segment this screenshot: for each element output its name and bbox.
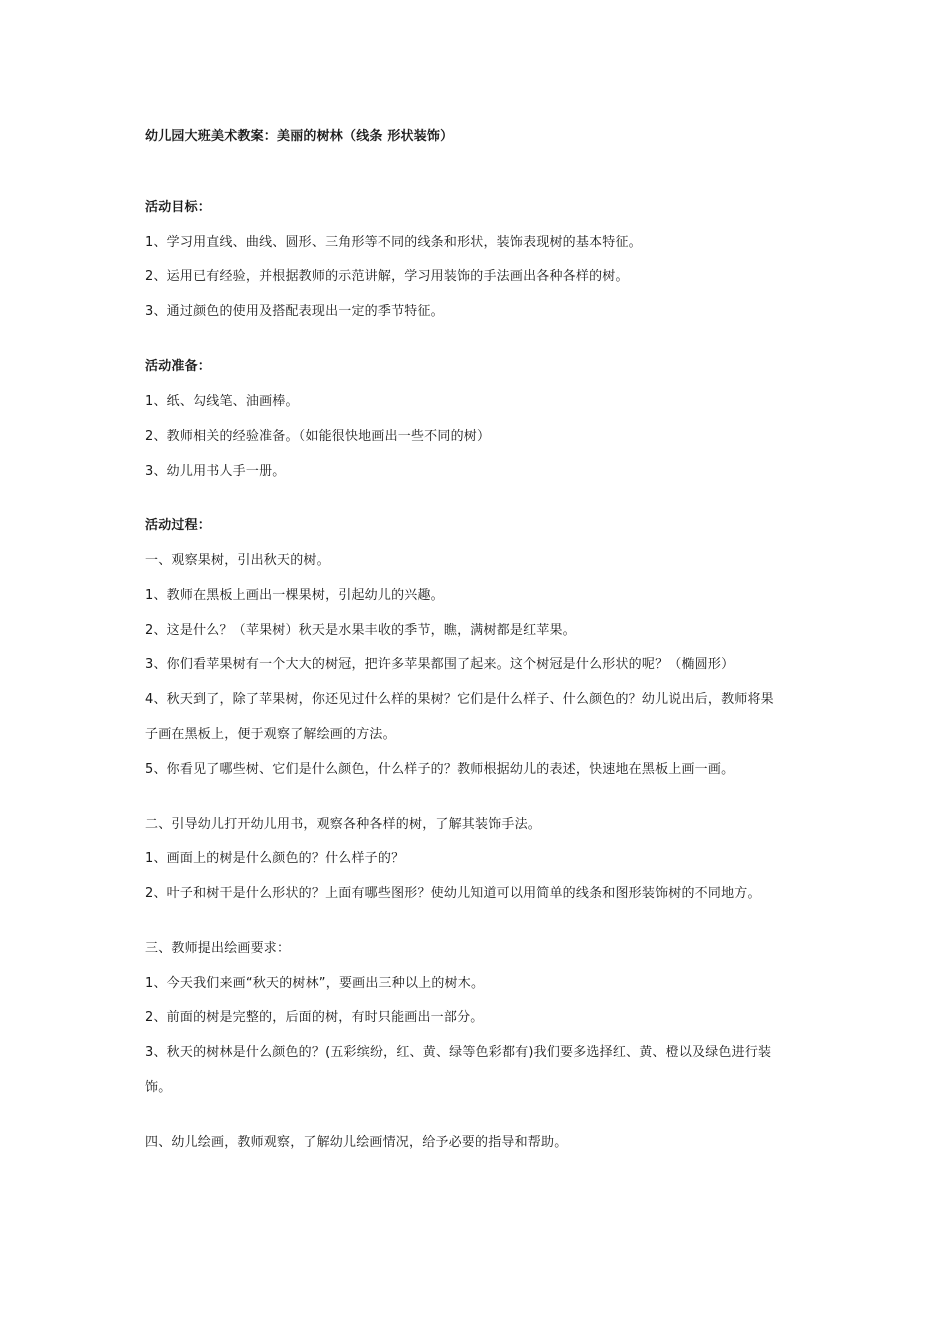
process-item: 3、秋天的树林是什么颜色的？(五彩缤纷，红、黄、绿等色彩都有)我们要多选择红、黄、橙以及绿色进行装	[145, 1045, 772, 1060]
section-heading-goals: 活动目标：	[145, 200, 212, 215]
process-item: 1、教师在黑板上画出一棵果树，引起幼儿的兴趣。	[145, 588, 444, 603]
process-item: 4、秋天到了，除了苹果树，你还见过什么样的果树？它们是什么样子、什么颜色的？幼儿说出后，教师将果	[145, 692, 774, 707]
section-heading-preparation: 活动准备：	[145, 359, 212, 374]
preparation-item: 3、幼儿用书人手一册。	[145, 464, 286, 479]
process-item: 2、前面的树是完整的，后面的树，有时只能画出一部分。	[145, 1010, 484, 1025]
process-item: 1、画面上的树是什么颜色的？什么样子的？	[145, 851, 405, 866]
process-item-continuation: 饰。	[145, 1080, 172, 1095]
process-item: 2、这是什么？（苹果树）秋天是水果丰收的季节，瞧，满树都是红苹果。	[145, 623, 576, 638]
process-item: 5、你看见了哪些树、它们是什么颜色，什么样子的？教师根据幼儿的表述，快速地在黑板上画一画。	[145, 762, 735, 777]
process-item: 2、叶子和树干是什么形状的？上面有哪些图形？使幼儿知道可以用简单的线条和图形装饰树的不同地方。	[145, 886, 761, 901]
goal-item: 3、通过颜色的使用及搭配表现出一定的季节特征。	[145, 304, 444, 319]
section-heading-process: 活动过程：	[145, 518, 212, 533]
process-part-title: 一、观察果树，引出秋天的树。	[145, 553, 330, 568]
goal-item: 2、运用已有经验，并根据教师的示范讲解，学习用装饰的手法画出各种各样的树。	[145, 269, 629, 284]
goal-item: 1、学习用直线、曲线、圆形、三角形等不同的线条和形状，装饰表现树的基本特征。	[145, 235, 642, 250]
process-part-title: 三、教师提出绘画要求：	[145, 941, 291, 956]
preparation-item: 1、纸、勾线笔、油画棒。	[145, 394, 299, 409]
process-item: 3、你们看苹果树有一个大大的树冠，把许多苹果都围了起来。这个树冠是什么形状的呢？（椭圆形）	[145, 657, 735, 672]
preparation-item: 2、教师相关的经验准备。（如能很快地画出一些不同的树）	[145, 429, 491, 444]
process-part-title: 二、引导幼儿打开幼儿用书，观察各种各样的树，了解其装饰手法。	[145, 817, 542, 832]
process-item-continuation: 子画在黑板上，便于观察了解绘画的方法。	[145, 727, 396, 742]
process-item: 1、今天我们来画“秋天的树林”，要画出三种以上的树木。	[145, 976, 485, 991]
process-part-title: 四、幼儿绘画，教师观察，了解幼儿绘画情况，给予必要的指导和帮助。	[145, 1135, 568, 1150]
document-title: 幼儿园大班美术教案：美丽的树林（线条 形状装饰）	[145, 129, 454, 144]
